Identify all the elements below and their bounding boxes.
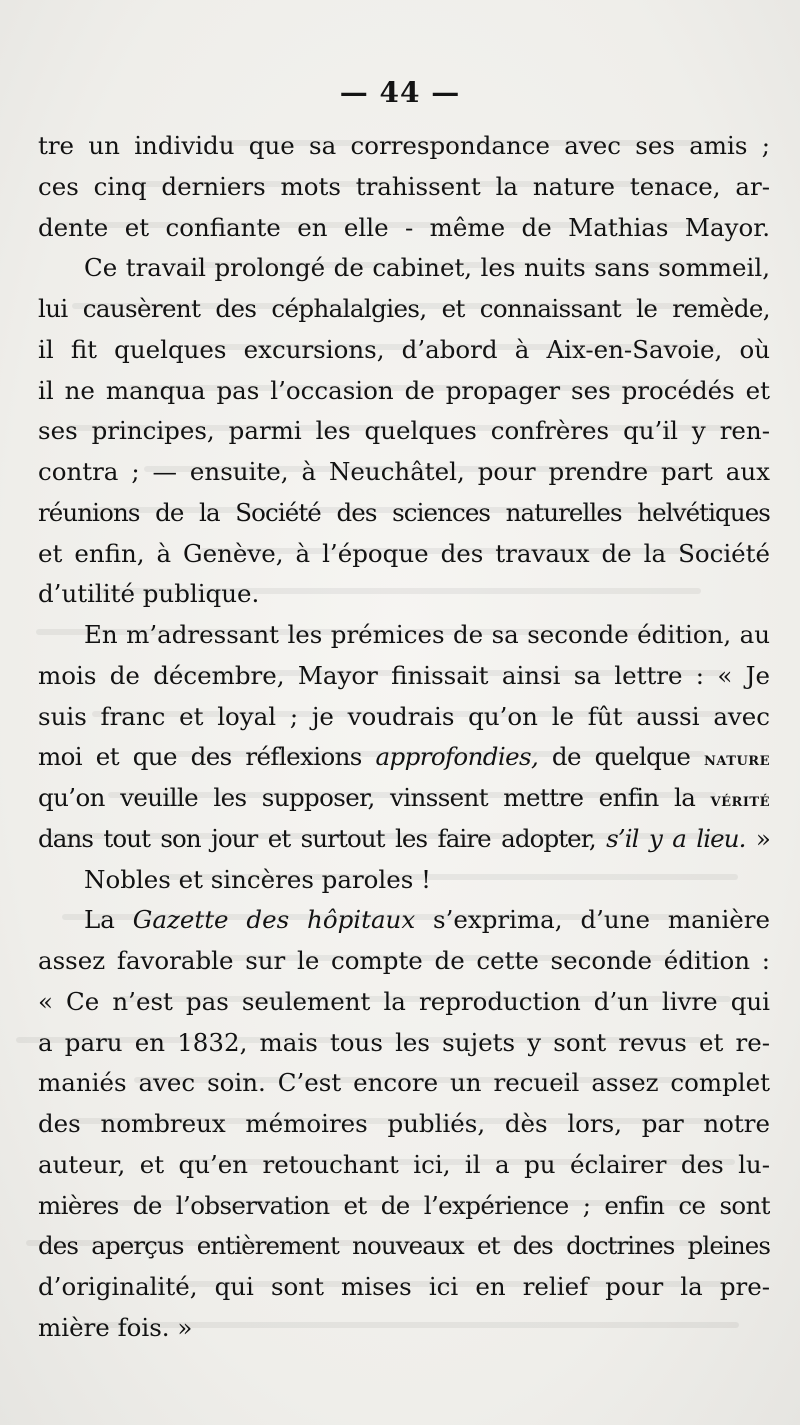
text-segment: approfondies, (375, 742, 539, 772)
text-line (38, 778, 770, 819)
text-line (38, 371, 770, 412)
text-line (38, 411, 770, 452)
text-segment: vérité (710, 788, 770, 811)
text-line (38, 1104, 770, 1145)
text-line (38, 452, 770, 493)
text-segment: lui causèrent des céphalalgies, et connaissant le remède, (38, 294, 770, 323)
text-segment: de quelque (538, 742, 705, 772)
page-number: — 44 — (339, 76, 461, 109)
text-line (38, 289, 770, 330)
text-line (38, 493, 770, 534)
text-line (38, 860, 770, 901)
text-line (38, 1226, 770, 1267)
text-segment: Ce travail prolongé de cabinet, les nuits sans sommeil, (84, 253, 770, 283)
text-segment: il ne manqua pas l’occasion de propager ses procédés et (38, 375, 770, 405)
text-line (38, 167, 770, 208)
text-segment: des aperçus entièrement nouveaux et des doctrines pleines (38, 1231, 770, 1261)
text-line (38, 697, 770, 738)
text-line (38, 819, 770, 860)
text-segment: qu’on veuille les supposer, vinssent mettre enfin la (38, 783, 711, 812)
text-segment: moi et que des réflexions (38, 742, 376, 772)
text-segment: Nobles et sincères paroles ! (84, 864, 431, 894)
text-line (38, 1023, 770, 1064)
text-line (38, 534, 770, 575)
text-segment: il fit quelques excursions, d’abord à Aix-en-Savoie, où (38, 334, 770, 364)
text-segment: tre un individu que sa correspondance avec ses amis ; (38, 131, 770, 160)
text-line (38, 248, 770, 289)
text-segment: « Ce n’est pas seulement la reproduction d’un livre qui (38, 986, 770, 1016)
text-segment: s’exprima, d’une manière (415, 905, 770, 935)
body-text (38, 126, 770, 1349)
text-segment: assez favorable sur le compte de cette seconde édition : (38, 946, 770, 975)
text-segment: auteur, et qu’en retouchant ici, il a pu éclairer des lu- (38, 1149, 770, 1179)
text-line (38, 208, 770, 249)
text-segment: mois de décembre, Mayor finissait ainsi sa lettre : « Je (38, 660, 770, 690)
text-line (38, 900, 770, 941)
text-segment: mière fois. » (38, 1312, 193, 1342)
text-segment: réunions de la Société des sciences naturelles helvétiques (38, 497, 770, 527)
text-segment: des nombreux mémoires publiés, dès lors, par notre (38, 1109, 770, 1138)
text-segment: a paru en 1832, mais tous les sujets y sont revus et re- (38, 1027, 770, 1057)
text-segment: ces cinq derniers mots trahissent la nature tenace, ar- (38, 171, 770, 201)
text-segment: » (745, 823, 770, 853)
text-segment: d’originalité, qui sont mises ici en relief pour la pre- (38, 1272, 770, 1301)
text-segment: mières de l’observation et de l’expérience ; enfin ce sont (38, 1190, 770, 1220)
text-segment: Gazette des hôpitaux (132, 905, 416, 935)
text-segment: dans tout son jour et surtout les faire adopter, (38, 823, 607, 853)
text-segment: suis franc et loyal ; je voudrais qu’on le fût aussi avec (38, 701, 770, 731)
text-line (38, 330, 770, 371)
text-line (38, 615, 770, 656)
text-segment: contra ; — ensuite, à Neuchâtel, pour prendre part aux (38, 457, 770, 486)
text-segment: et enfin, à Genève, à l’époque des travaux de la Société (38, 538, 770, 568)
text-segment: dente et confiante en elle - même de Mathias Mayor. (38, 212, 770, 242)
text-line (38, 1186, 770, 1227)
text-segment: En m’adressant les prémices de sa seconde édition, au (84, 620, 770, 649)
text-line (38, 1145, 770, 1186)
text-line (38, 1308, 770, 1349)
text-line (38, 941, 770, 982)
text-line (38, 126, 770, 167)
text-line (38, 656, 770, 697)
text-segment: nature (704, 747, 770, 771)
text-line (38, 1063, 770, 1104)
text-line (38, 737, 770, 778)
text-segment: s’il y a lieu. (606, 823, 746, 853)
text-line (38, 1267, 770, 1308)
text-segment: La (84, 905, 133, 935)
text-segment: d’utilité publique. (38, 579, 260, 609)
text-segment: ses principes, parmi les quelques confrères qu’il y ren- (38, 416, 770, 446)
text-segment: maniés avec soin. C’est encore un recueil assez complet (38, 1068, 770, 1098)
text-line (38, 574, 770, 615)
text-line (38, 982, 770, 1023)
